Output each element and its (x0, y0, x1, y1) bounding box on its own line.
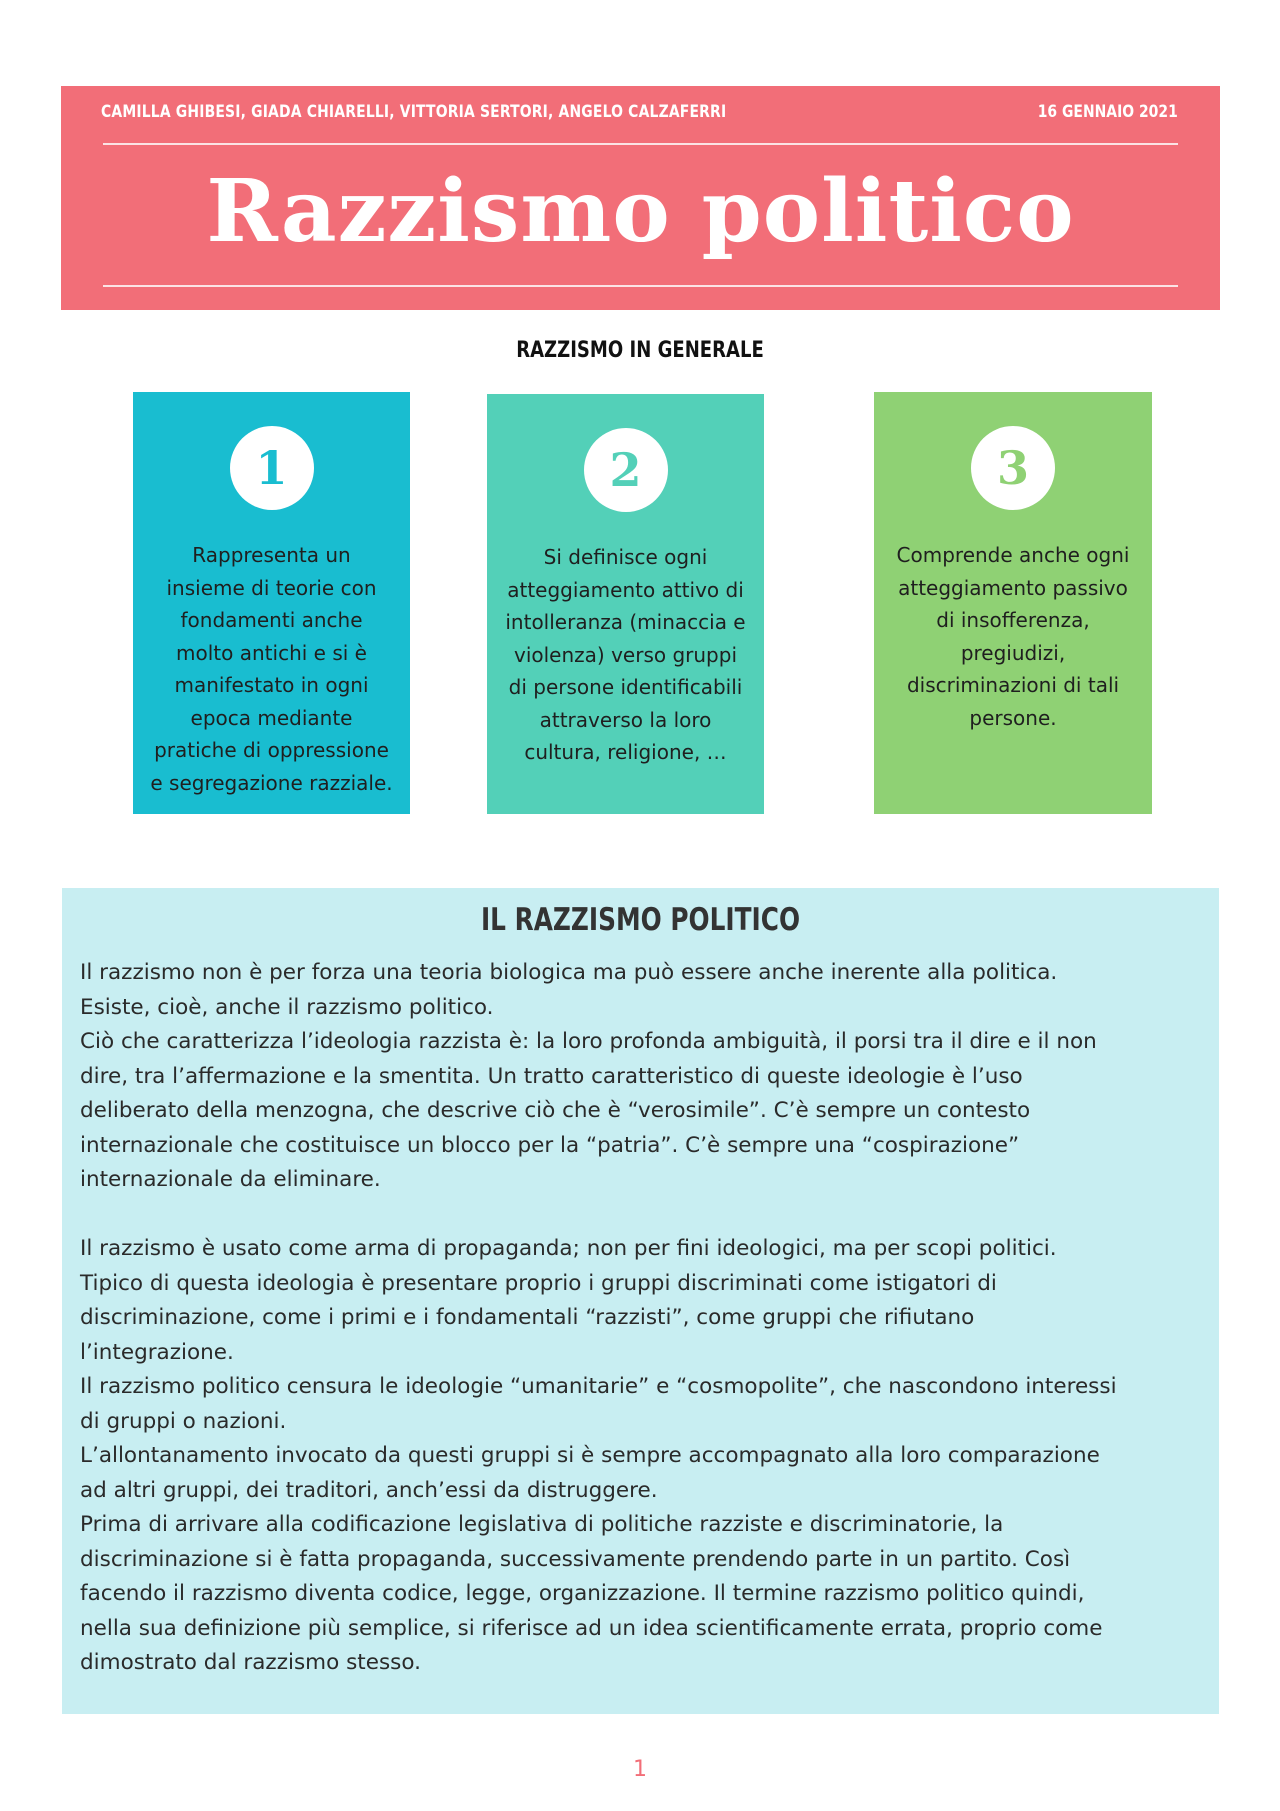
card-line: Si definisce ogni (543, 545, 708, 569)
divider-top (103, 143, 1178, 145)
card-number: 3 (971, 426, 1055, 510)
card-line: persone. (969, 705, 1057, 730)
paragraph-line: internazionale da eliminare. (80, 1167, 381, 1192)
card-2 (487, 394, 764, 814)
paragraph-line: dimostrato dal razzismo stesso. (80, 1650, 421, 1675)
card-line: discriminazioni di tali (906, 673, 1120, 697)
section-heading: IL RAZZISMO POLITICO (480, 902, 801, 938)
card-line: fondamenti anche (180, 608, 363, 632)
paragraph-line: Prima di arrivare alla codificazione legislativa di politiche razziste e discriminatorie, la (80, 1512, 1004, 1537)
page-number: 1 (633, 1757, 647, 1782)
card-line: e segregazione razziale. (150, 770, 393, 795)
paragraph-line: L’allontanamento invocato da questi gruppi si è sempre accompagnato alla loro comparazione (80, 1443, 1100, 1468)
section-label: RAZZISMO IN GENERALE (516, 338, 764, 363)
paragraph-line: internazionale che costituisce un blocco per la “patria”. C’è sempre una “cospirazione” (80, 1132, 1020, 1158)
paragraph-line: ad altri gruppi, dei traditori, anch’essi da distruggere. (80, 1477, 658, 1503)
paragraph-line: Il razzismo non è per forza una teoria biologica ma può essere anche inerente alla politica. (80, 960, 1058, 985)
section-body (80, 956, 1201, 1681)
card-line: di insofferenza, (936, 608, 1090, 632)
title-banner (61, 86, 1220, 310)
card-line: di persone identificabili (508, 675, 743, 699)
paragraph-line: deliberato della menzogna, che descrive ciò che è “verosimile”. C’è sempre un contesto (80, 1098, 1031, 1123)
date: 16 GENNAIO 2021 (1037, 102, 1178, 122)
card-text (487, 541, 764, 769)
paragraph-line: facendo il razzismo diventa codice, legge, organizzazione. Il termine razzismo politico quindi, (80, 1581, 1085, 1606)
card-line: cultura, religione, … (524, 740, 727, 764)
main-section (62, 888, 1219, 1714)
authors-line: CAMILLA GHIBESI, GIADA CHIARELLI, VITTORIA SERTORI, ANGELO CALZAFERRI (101, 102, 727, 122)
card-line: intolleranza (minaccia e (505, 610, 746, 634)
card-number: 2 (584, 428, 668, 512)
card-line: atteggiamento passivo (898, 575, 1128, 600)
paragraph-line: l’integrazione. (80, 1339, 234, 1365)
card-1 (133, 392, 410, 814)
card-line: manifestato in ogni (174, 673, 369, 697)
page-title: Razzismo politico (206, 161, 1075, 262)
card-text (137, 539, 406, 799)
card-line: pratiche di oppressione (154, 738, 389, 762)
card-line: attraverso la loro (539, 707, 712, 732)
paragraph-line: Il razzismo è usato come arma di propaganda; non per fini ideologici, ma per scopi politici. (80, 1236, 1057, 1261)
card-line: molto antichi e si è (176, 640, 367, 665)
card-line: pregiudizi, (960, 640, 1066, 665)
card-line: epoca mediante (190, 705, 353, 730)
card-line: atteggiamento attivo di (507, 577, 744, 602)
paragraph-line: Ciò che caratterizza l’ideologia razzista è: la loro profonda ambiguità, il porsi tra il dire e il non (80, 1029, 1097, 1054)
card-line: Rappresenta un (192, 543, 351, 567)
paragraph-line: nella sua definizione più semplice, si riferisce ad un idea scientificamente errata, proprio come (80, 1615, 1103, 1641)
divider-bottom (103, 285, 1178, 287)
paragraph-line: Il razzismo politico censura le ideologie “umanitarie” e “cosmopolite”, che nascondono interessi (80, 1374, 1117, 1399)
card-line: insieme di teorie con (166, 575, 377, 600)
paragraph-line: discriminazione si è fatta propaganda, successivamente prendendo parte in un partito. Così (80, 1546, 1071, 1572)
card-3 (874, 392, 1152, 814)
card-text (878, 539, 1148, 734)
card-number: 1 (230, 426, 314, 510)
card-line: violenza) verso gruppi (514, 642, 737, 667)
card-line: Comprende anche ogni (896, 543, 1130, 567)
paragraph-line: Esiste, cioè, anche il razzismo politico. (80, 994, 494, 1020)
paragraph-line: discriminazione, come i primi e i fondamentali “razzisti”, come gruppi che rifiutano (80, 1305, 975, 1330)
paragraph-gap (80, 1198, 1201, 1233)
paragraph-line: Tipico di questa ideologia è presentare proprio i gruppi discriminati come istigatori di (80, 1270, 997, 1296)
paragraph-line: di gruppi o nazioni. (80, 1408, 287, 1434)
paragraph-line: dire, tra l’affermazione e la smentita. Un tratto caratteristico di queste ideologie è l’uso (80, 1063, 1023, 1089)
